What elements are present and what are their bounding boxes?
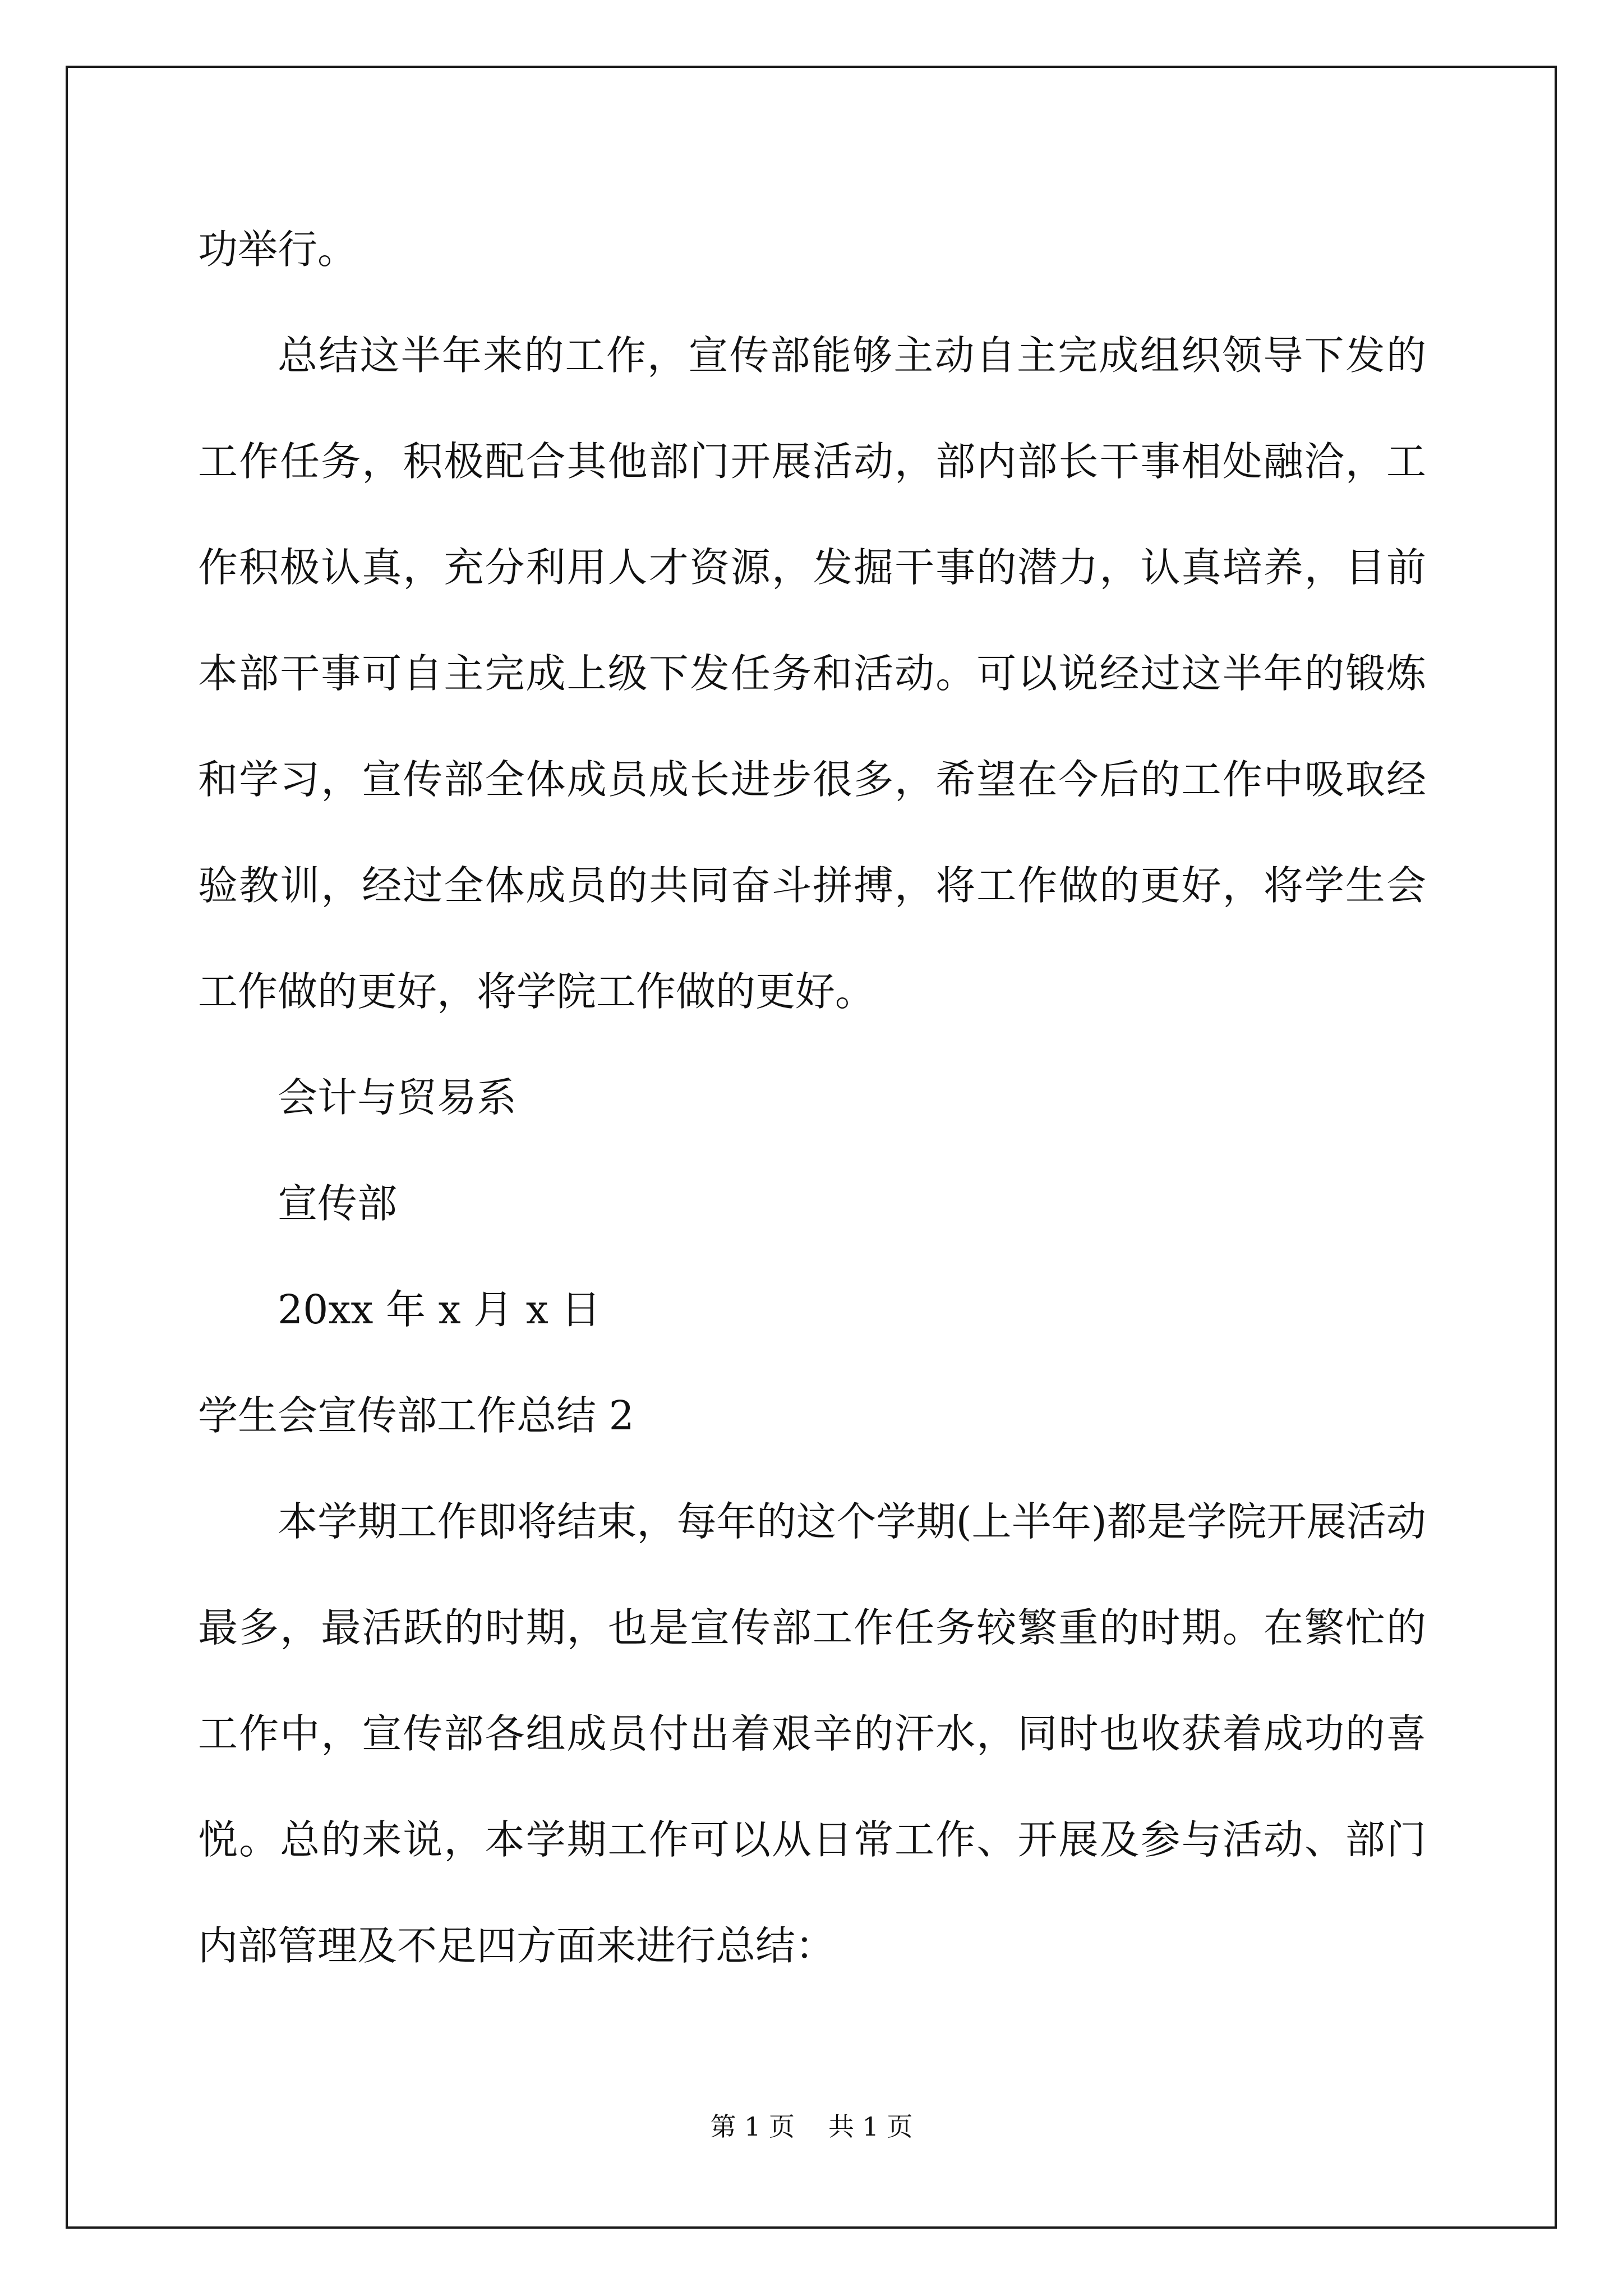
signature-date: 20xx 年 x 月 x 日 (278, 1286, 601, 1333)
page-number: 第 1 页 (710, 2111, 795, 2142)
document-body (198, 196, 1426, 1999)
page-footer (0, 2106, 1623, 2143)
paragraph-summary: 总结这半年来的工作，宣传部能够主动自主完成组织领导下发的工作任务，积极配合其他部门开展活动，部内部长干事相处融洽，工作积极认真，充分利用人才资源，发掘干事的潜力，认真培养，目前本部干事可自主完成上级下发任务和活动。可以说经过这半年的锻炼和学习，宣传部全体成员成长进步很多，希望在今后的工作中吸取经验教训，经过全体成员的共同奋斗拼搏，将工作做的更好，将学生会工作做的更好，将学院工作做的更好。 (198, 332, 1426, 1015)
signature-section: 宣传部 (278, 1180, 398, 1227)
signature-department: 会计与贸易系 (278, 1074, 517, 1121)
page-total: 共 1 页 (828, 2111, 913, 2142)
paragraph-intro: 本学期工作即将结束，每年的这个学期(上半年)都是学院开展活动最多，最活跃的时期，也是宣传部工作任务较繁重的时期。在繁忙的工作中，宣传部各组成员付出着艰辛的汗水，同时也收获着成功的喜悦。总的来说，本学期工作可以从日常工作、开展及参与活动、部门内部管理及不足四方面来进行总结： (198, 1498, 1426, 1969)
section-heading: 学生会宣传部工作总结 2 (198, 1392, 634, 1439)
paragraph-continuation: 功举行。 (198, 226, 358, 273)
